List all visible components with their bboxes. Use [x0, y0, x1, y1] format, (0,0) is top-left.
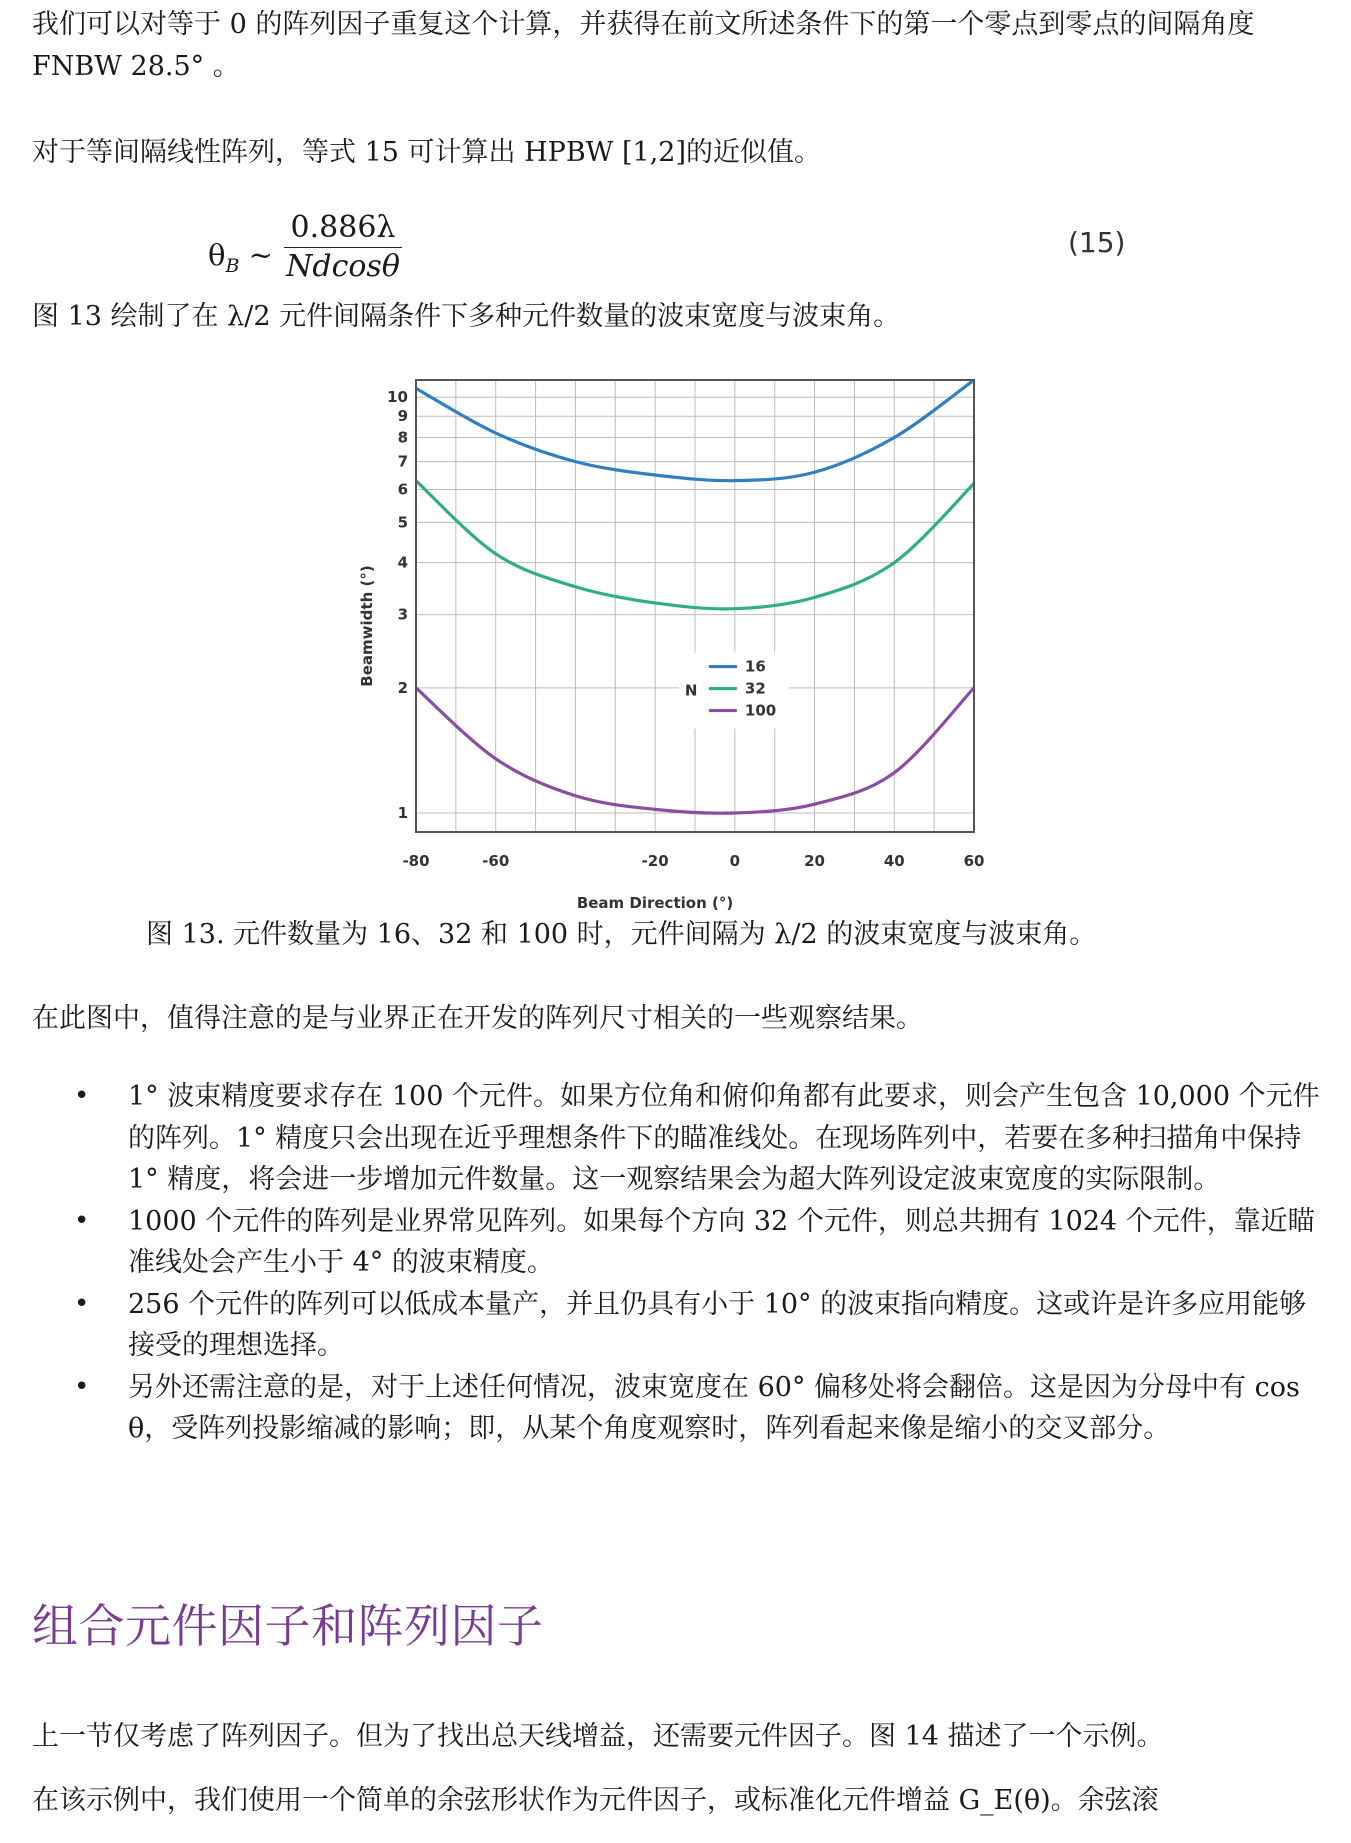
y-tick-label: 7 — [397, 452, 408, 471]
x-tick-label: 0 — [729, 852, 741, 870]
y-tick-label: 3 — [397, 605, 408, 624]
paragraph-hpbw-intro: 对于等间隔线性阵列，等式 15 可计算出 HPBW [1,2]的近似值。 — [32, 137, 821, 168]
list-item-text: 1° 波束精度要求存在 100 个元件。如果方位角和俯仰角都有此要求，则会产生包含 10,000 个元件的阵列。1° 精度只会出现在近乎理想条件下的瞄准线处。在现场阵列中，若要在多种扫描角中保持 1° 精度，将会进一步增加元件数量。这一观察结果会为超大阵列设定波束宽度的实际限制。 — [128, 1081, 1320, 1195]
list-item-text: 1000 个元件的阵列是业界常见阵列。如果每个方向 32 个元件，则总共拥有 1024 个元件，靠近瞄准线处会产生小于 4° 的波束精度。 — [128, 1205, 1315, 1278]
list-item-text: 另外还需注意的是，对于上述任何情况，波束宽度在 60° 偏移处将会翻倍。这是因为分母中有 cos θ，受阵列投影缩减的影响；即，从某个角度观察时，阵列看起来像是缩小的交叉部分。 — [128, 1371, 1300, 1444]
y-tick-label: 10 — [387, 388, 408, 407]
section-heading: 组合元件因子和阵列因子 — [32, 1599, 544, 1653]
equation-numerator: 0.886λ — [284, 210, 402, 248]
list-item — [32, 1284, 1322, 1367]
bullet-dot: • — [74, 1371, 90, 1402]
observation-list — [32, 1076, 1322, 1450]
y-tick-label: 5 — [397, 513, 408, 532]
legend-title: N — [684, 681, 698, 700]
y-tick-label: 4 — [397, 553, 408, 572]
x-axis-label: Beam Direction (°) — [576, 894, 734, 910]
figure-caption: 图 13. 元件数量为 16、32 和 100 时，元件间隔为 λ/2 的波束宽度与波束角。 — [146, 919, 1097, 950]
legend-label-100: 100 — [744, 701, 777, 720]
x-tick-label: 40 — [883, 852, 905, 870]
bullet-dot: • — [74, 1205, 90, 1236]
bullet-dot: • — [74, 1288, 90, 1319]
equation-lhs: $\theta_B$ ~ — [208, 238, 273, 277]
list-item — [32, 1201, 1322, 1284]
y-tick-label: 1 — [397, 803, 408, 822]
equation-number: (15) — [1068, 226, 1126, 259]
list-item-text: 256 个元件的阵列可以低成本量产，并且仍具有小于 10° 的波束指向精度。这或许是许多应用能够接受的理想选择。 — [128, 1288, 1307, 1361]
legend-label-32: 32 — [744, 679, 766, 698]
equation-15 — [208, 210, 1126, 296]
y-tick-label: 2 — [397, 678, 408, 697]
x-tick-label: 60 — [963, 852, 985, 870]
paragraph-cosine-example: 在该示例中，我们使用一个简单的余弦形状作为元件因子，或标准化元件增益 G_E(θ)。余弦滚 — [32, 1785, 1159, 1816]
x-tick-label: -20 — [641, 852, 669, 870]
y-axis-label: Beamwidth (°) — [358, 565, 376, 687]
y-tick-label: 6 — [397, 480, 408, 499]
paragraph-fnbw: 我们可以对等于 0 的阵列因子重复这个计算，并获得在前文所述条件下的第一个零点到零点的间隔角度 FNBW 28.5° 。 — [32, 9, 1255, 82]
paragraph-figure-intro: 图 13 绘制了在 λ/2 元件间隔条件下多种元件数量的波束宽度与波束角。 — [32, 301, 901, 332]
list-item — [32, 1367, 1322, 1450]
beamwidth-chart — [330, 370, 1010, 910]
x-tick-label: -60 — [482, 852, 510, 870]
x-tick-label: -80 — [402, 852, 430, 870]
x-tick-label: 20 — [804, 852, 826, 870]
legend-label-16: 16 — [744, 657, 766, 676]
list-item — [32, 1076, 1322, 1201]
bullet-dot: • — [74, 1081, 90, 1111]
y-tick-label: 9 — [397, 407, 408, 426]
equation-denominator: Ndcosθ — [286, 249, 400, 284]
equation-fraction — [284, 210, 402, 284]
paragraph-element-factor: 上一节仅考虑了阵列因子。但为了找出总天线增益，还需要元件因子。图 14 描述了一个示例。 — [32, 1721, 1164, 1752]
paragraph-observations: 在此图中，值得注意的是与业界正在开发的阵列尺寸相关的一些观察结果。 — [32, 1003, 923, 1034]
y-tick-label: 8 — [397, 428, 408, 447]
